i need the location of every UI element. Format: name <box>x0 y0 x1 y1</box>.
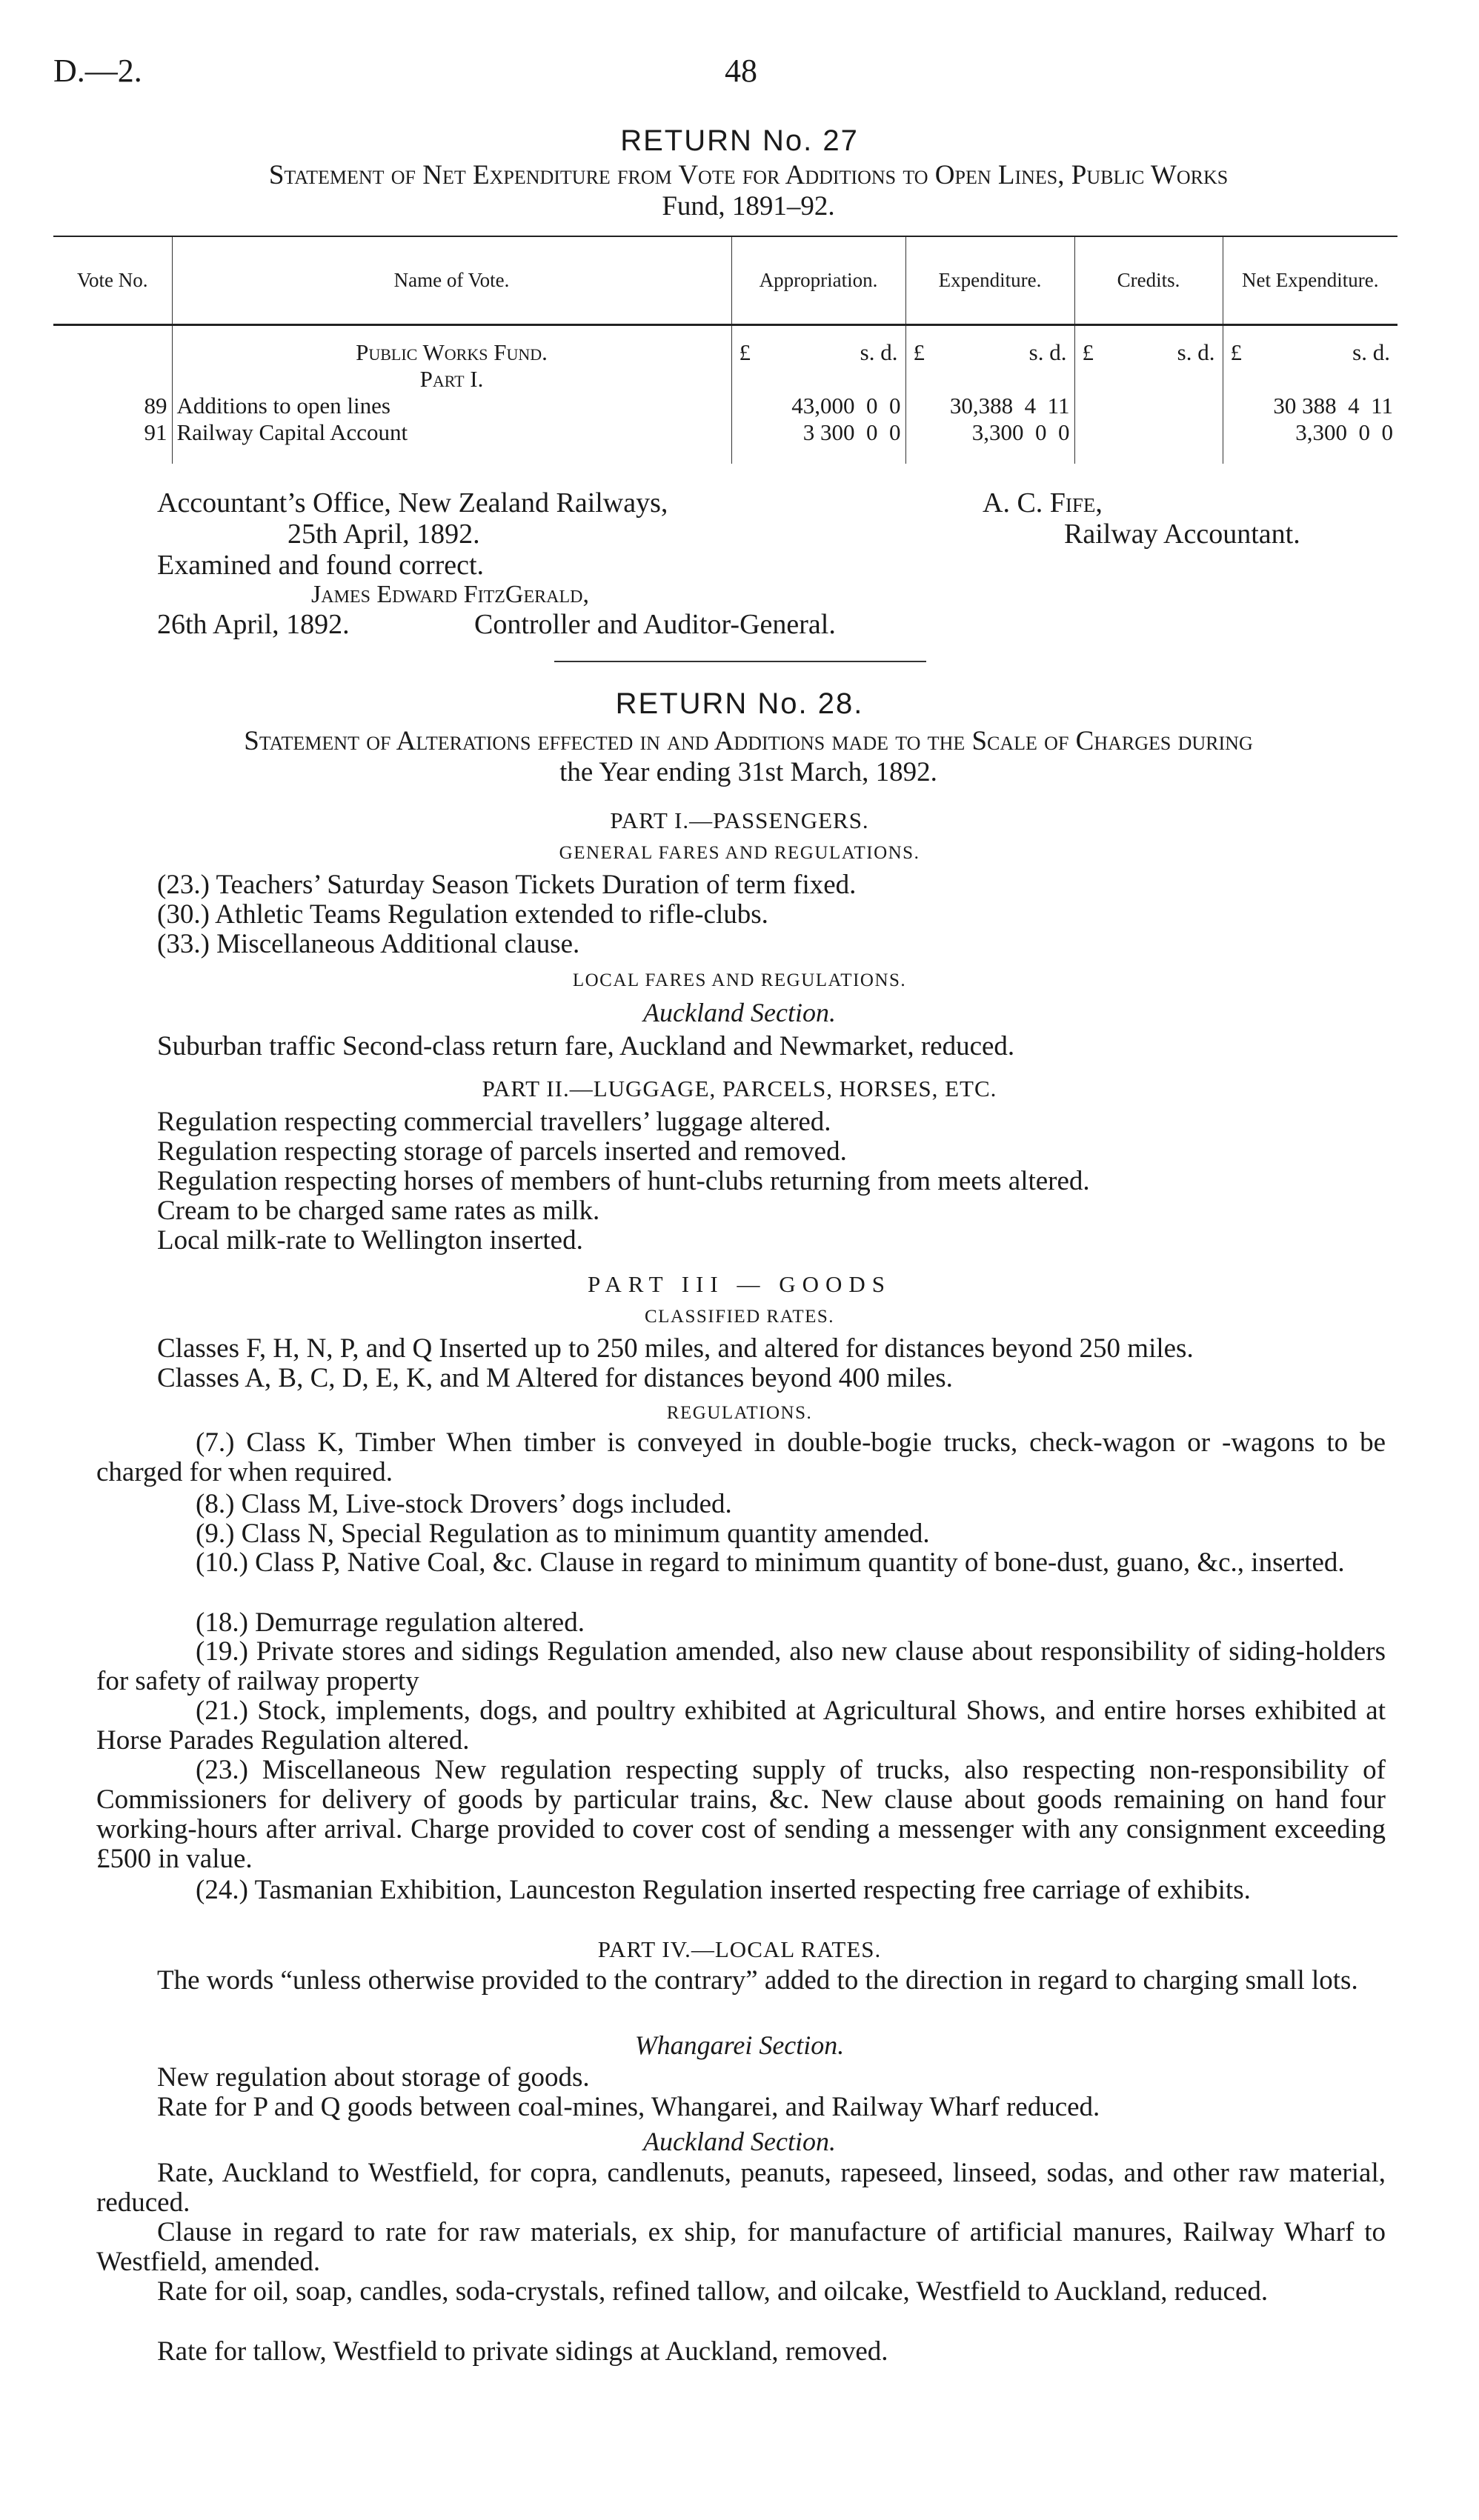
part-4-heading: PART IV.—LOCAL RATES. <box>597 1936 882 1962</box>
auckland-section-2-heading: Auckland Section. <box>643 2127 836 2156</box>
col-credits: Credits. <box>1074 236 1223 325</box>
list-item: (33.) Miscellaneous Additional clause. <box>157 929 580 959</box>
office-line: Accountant’s Office, New Zealand Railways, <box>157 487 668 519</box>
vote-number: 89 <box>144 393 167 419</box>
page-number: 48 <box>725 53 757 89</box>
list-item: Rate for oil, soap, candles, soda-crystals, refined tallow, and oilcake, Westfield to Auckland, reduced. <box>157 2276 1269 2307</box>
signer-title: Railway Accountant. <box>1064 519 1300 550</box>
regulations-heading: REGULATIONS. <box>666 1403 813 1423</box>
net-expenditure-value: 30 388 4 11 <box>1223 393 1397 419</box>
whangarei-section-heading: Whangarei Section. <box>634 2030 845 2060</box>
currency-pound: £ <box>1230 339 1242 365</box>
currency-sd: s. d. <box>860 339 898 365</box>
return-28-title: RETURN No. 28. <box>615 687 864 720</box>
net-expenditure-value: 3,300 0 0 <box>1223 419 1397 446</box>
col-name-of-vote: Name of Vote. <box>172 236 731 325</box>
section-code: D.—2. <box>53 53 142 89</box>
list-item: (23.) Teachers’ Saturday Season Tickets Duration of term fixed. <box>157 870 857 900</box>
return-28-statement-line1: Statement of Alterations effected in and Additions made to the Scale of Charges during <box>244 726 1253 756</box>
col-vote-no: Vote No. <box>53 236 172 325</box>
list-item: (18.) Demurrage regulation altered. <box>196 1607 585 1638</box>
list-item: Cream to be charged same rates as milk. <box>157 1196 600 1226</box>
currency-sd: s. d. <box>1028 339 1067 365</box>
auditor-date: 26th April, 1892. <box>157 609 350 640</box>
auditor-title: Controller and Auditor-General. <box>474 609 836 640</box>
return-27-title: RETURN No. 27 <box>620 124 859 157</box>
list-item: Rate for P and Q goods between coal-mines, Whangarei, and Railway Wharf reduced. <box>157 2092 1100 2122</box>
part-heading: Part I. <box>172 366 731 393</box>
col-expenditure: Expenditure. <box>905 236 1074 325</box>
list-item: Local milk-rate to Wellington inserted. <box>157 1225 583 1256</box>
table-row <box>53 393 1397 419</box>
office-date: 25th April, 1892. <box>288 519 480 550</box>
return-27-statement-line2: Fund, 1891–92. <box>662 191 835 221</box>
list-item: (10.) Class P, Native Coal, &c. Clause in regard to minimum quantity of bone-dust, guano, &c., inserted. <box>196 1547 1345 1578</box>
auditor-name: James Edward FitzGerald, <box>311 581 589 608</box>
currency-pound: £ <box>913 339 925 365</box>
currency-sd: s. d. <box>1177 339 1215 365</box>
list-item: The words “unless otherwise provided to the contrary” added to the direction in regard to charging small lots. <box>157 1965 1358 1996</box>
vote-number: 91 <box>144 419 167 445</box>
part-3-heading: PART III — GOODS <box>588 1271 891 1297</box>
list-item: (24.) Tasmanian Exhibition, Launceston Regulation inserted respecting free carriage of exhibits. <box>196 1875 1251 1905</box>
vote-name: Additions to open lines <box>172 393 731 419</box>
general-fares-heading: GENERAL FARES AND REGULATIONS. <box>559 843 920 863</box>
list-item: (23.) Miscellaneous New regulation respecting supply of trucks, also respecting non-responsibility of Commissioners for delivery of goods by particular trains, &c. New clause about goods remaining on hand four working-hours after arrival. Charge provided to cover cost of sending a messenger with any consignment exceeding £500 in value. <box>96 1755 1386 1874</box>
list-item: Suburban traffic Second-class return fare, Auckland and Newmarket, reduced. <box>157 1031 1015 1061</box>
list-item: (9.) Class N, Special Regulation as to minimum quantity amended. <box>196 1519 930 1549</box>
list-item: Regulation respecting horses of members of hunt-clubs returning from meets altered. <box>157 1166 1090 1196</box>
auckland-section-heading: Auckland Section. <box>643 998 836 1027</box>
table-row <box>53 419 1397 446</box>
fund-heading: Public Works Fund. <box>172 325 731 367</box>
part-2-heading: PART II.—LUGGAGE, PARCELS, HORSES, ETC. <box>482 1076 997 1101</box>
expenditure-value: 30,388 4 11 <box>905 393 1074 419</box>
col-appropriation: Appropriation. <box>731 236 905 325</box>
list-item: (21.) Stock, implements, dogs, and poultry exhibited at Agricultural Shows, and entire horses exhibited at Horse Parades Regulation altered. <box>96 1696 1386 1756</box>
list-item: (8.) Class M, Live-stock Drovers’ dogs included. <box>196 1489 732 1519</box>
divider <box>554 661 926 662</box>
local-fares-heading: LOCAL FARES AND REGULATIONS. <box>572 970 907 990</box>
return-27-statement-line1: Statement of Net Expenditure from Vote for Additions to Open Lines, Public Works <box>268 160 1229 190</box>
list-item: Regulation respecting commercial travellers’ luggage altered. <box>157 1107 831 1137</box>
classified-rates-heading: CLASSIFIED RATES. <box>644 1307 835 1327</box>
col-net-expenditure: Net Expenditure. <box>1223 236 1397 325</box>
list-item: Rate, Auckland to Westfield, for copra, candlenuts, peanuts, rapeseed, linseed, sodas, and other raw material, reduced. <box>96 2158 1386 2218</box>
currency-pound: £ <box>1082 339 1094 365</box>
vote-name: Railway Capital Account <box>172 419 731 446</box>
list-item: Rate for tallow, Westfield to private sidings at Auckland, removed. <box>157 2336 888 2367</box>
part-1-heading: PART I.—PASSENGERS. <box>610 807 869 833</box>
examined-line: Examined and found correct. <box>157 550 485 581</box>
list-item: (7.) Class K, Timber When timber is conveyed in double-bogie trucks, check-wagon or -wagons to be charged for when required. <box>96 1427 1386 1487</box>
signer-name: A. C. Fife, <box>983 487 1103 519</box>
list-item: New regulation about storage of goods. <box>157 2062 590 2093</box>
list-item: Clause in regard to rate for raw materials, ex ship, for manufacture of artificial manures, Railway Wharf to Westfield, amended. <box>96 2217 1386 2277</box>
currency-pound: £ <box>739 339 751 365</box>
expenditure-table <box>53 236 1397 464</box>
return-28-statement-line2: the Year ending 31st March, 1892. <box>559 757 937 787</box>
list-item: Regulation respecting storage of parcels inserted and removed. <box>157 1136 847 1167</box>
currency-sd: s. d. <box>1352 339 1390 365</box>
expenditure-value: 3,300 0 0 <box>905 419 1074 446</box>
appropriation-value: 43,000 0 0 <box>731 393 905 419</box>
list-item: (30.) Athletic Teams Regulation extended to rifle-clubs. <box>157 899 768 930</box>
list-item: Classes A, B, C, D, E, K, and M Altered for distances beyond 400 miles. <box>157 1363 953 1393</box>
list-item: (19.) Private stores and sidings Regulation amended, also new clause about responsibility of siding-holders for safety of railway property <box>96 1636 1386 1696</box>
list-item: Classes F, H, N, P, and Q Inserted up to 250 miles, and altered for distances beyond 250 miles. <box>157 1333 1194 1364</box>
appropriation-value: 3 300 0 0 <box>731 419 905 446</box>
